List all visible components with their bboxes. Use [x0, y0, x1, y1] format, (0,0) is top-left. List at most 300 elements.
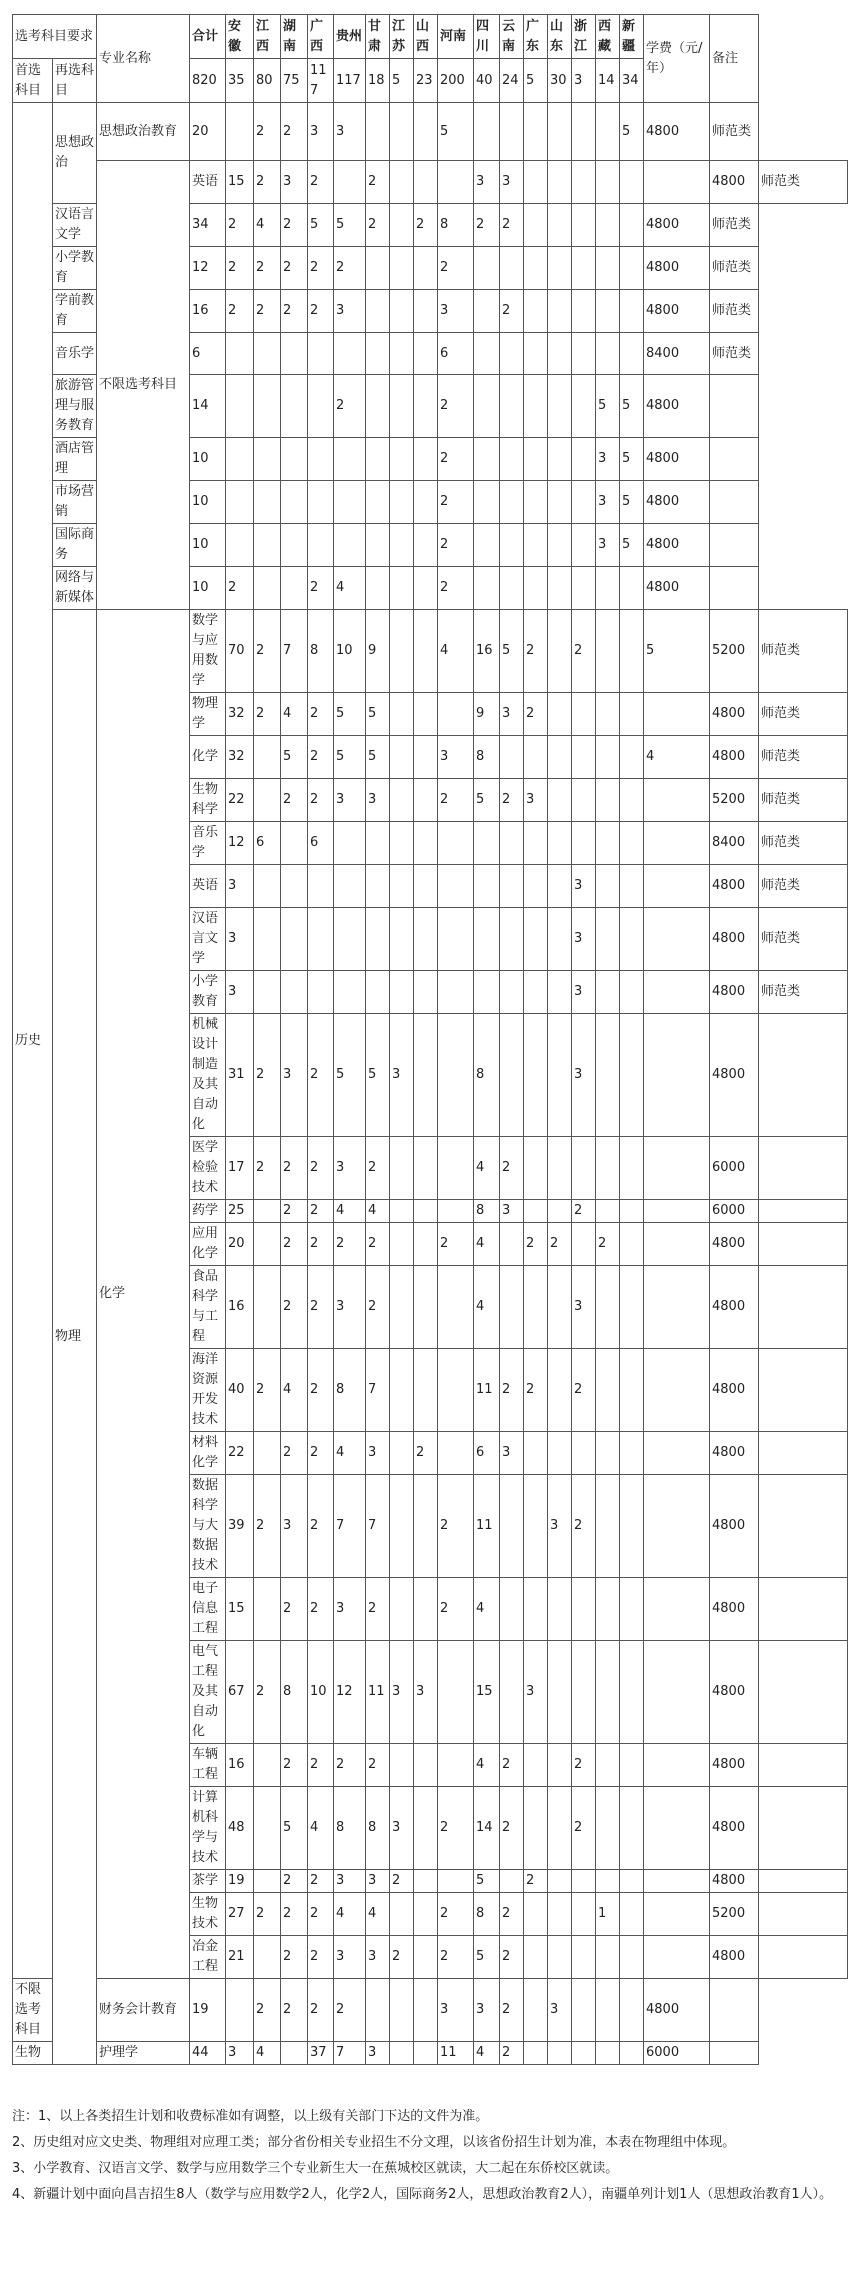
quota-cell: 5 — [334, 1014, 366, 1137]
quota-cell: 2 — [524, 1349, 548, 1432]
province-header: 广西 — [308, 15, 334, 59]
quota-cell — [366, 481, 390, 524]
quota-cell — [548, 161, 572, 204]
quota-cell: 2 — [390, 1936, 414, 1979]
quota-cell: 2 — [281, 1137, 308, 1200]
quota-cell: 3 — [334, 103, 366, 161]
tuition-cell: 4800 — [710, 161, 759, 204]
quota-cell — [524, 1475, 548, 1578]
province-header: 新疆 — [620, 15, 644, 59]
quota-cell — [474, 333, 500, 375]
quota-cell — [366, 567, 390, 610]
remark-cell — [710, 375, 759, 438]
quota-cell: 8 — [474, 1893, 500, 1936]
quota-cell — [548, 375, 572, 438]
quota-cell — [620, 822, 644, 865]
quota-cell — [524, 161, 548, 204]
quota-cell — [414, 247, 438, 290]
quota-cell: 2 — [281, 1200, 308, 1223]
tuition-cell: 4800 — [644, 103, 710, 161]
quota-cell — [596, 908, 620, 971]
quota-cell: 4 — [308, 1787, 334, 1870]
quota-cell — [414, 333, 438, 375]
quota-cell — [548, 1787, 572, 1870]
tuition-cell: 8400 — [644, 333, 710, 375]
quota-cell: 2 — [254, 1893, 281, 1936]
quota-cell — [596, 736, 620, 779]
quota-cell — [596, 865, 620, 908]
quota-cell: 25 — [226, 1200, 254, 1223]
quota-cell: 4 — [366, 1200, 390, 1223]
quota-cell — [620, 1223, 644, 1266]
quota-cell: 4 — [474, 1578, 500, 1641]
quota-cell — [414, 481, 438, 524]
quota-cell: 2 — [334, 247, 366, 290]
major-name-cell: 汉语言文学 — [190, 908, 226, 971]
tuition-cell: 4800 — [644, 438, 710, 481]
quota-cell — [500, 1014, 524, 1137]
quota-cell: 3 — [226, 2042, 254, 2065]
province-header: 山西 — [414, 15, 438, 59]
quota-cell: 2 — [500, 1787, 524, 1870]
major-name-cell: 计算机科学与技术 — [190, 1787, 226, 1870]
quota-cell — [254, 971, 281, 1014]
quota-cell — [596, 1432, 620, 1475]
quota-cell: 2 — [308, 1137, 334, 1200]
quota-cell — [414, 1870, 438, 1893]
quota-cell: 3 — [366, 2042, 390, 2065]
quota-cell — [390, 822, 414, 865]
quota-cell — [281, 375, 308, 438]
quota-cell: 7 — [366, 1349, 390, 1432]
quota-cell — [414, 103, 438, 161]
quota-cell: 2 — [281, 247, 308, 290]
quota-cell: 9 — [474, 693, 500, 736]
quota-cell: 3 — [308, 103, 334, 161]
quota-cell — [620, 693, 644, 736]
quota-cell — [281, 2042, 308, 2065]
quota-cell — [572, 1979, 596, 2042]
quota-cell — [572, 524, 596, 567]
quota-cell — [414, 971, 438, 1014]
quota-cell: 2 — [474, 204, 500, 247]
quota-cell — [524, 438, 548, 481]
remark-cell — [710, 2042, 759, 2065]
quota-cell: 15 — [226, 1578, 254, 1641]
quota-cell: 2 — [366, 1266, 390, 1349]
count-cell: 23 — [414, 59, 438, 103]
bio-group-cell: 生物 — [13, 2042, 53, 2065]
quota-cell — [524, 1014, 548, 1137]
quota-cell — [524, 1744, 548, 1787]
quota-cell: 2 — [572, 1787, 596, 1870]
quota-cell: 2 — [524, 1870, 548, 1893]
tuition-cell: 8400 — [710, 822, 759, 865]
quota-cell — [596, 779, 620, 822]
quota-cell — [644, 1787, 710, 1870]
quota-cell — [548, 971, 572, 1014]
quota-cell — [390, 971, 414, 1014]
quota-cell — [596, 693, 620, 736]
tuition-cell: 4800 — [644, 524, 710, 567]
quota-cell — [644, 1870, 710, 1893]
quota-cell — [620, 736, 644, 779]
tuition-cell: 4800 — [710, 1349, 759, 1432]
quota-cell — [414, 1266, 438, 1349]
quota-cell — [366, 290, 390, 333]
count-cell: 18 — [366, 59, 390, 103]
quota-cell: 3 — [366, 1936, 390, 1979]
quota-cell: 5 — [474, 1936, 500, 1979]
province-header: 广东 — [524, 15, 548, 59]
tuition-header: 学费（元/年） — [644, 15, 710, 103]
quota-cell — [390, 567, 414, 610]
quota-cell — [308, 375, 334, 438]
quota-cell: 8 — [474, 1014, 500, 1137]
remark-cell — [710, 1979, 759, 2042]
quota-cell — [572, 567, 596, 610]
quota-cell — [596, 1870, 620, 1893]
quota-cell: 4 — [644, 736, 710, 779]
quota-cell — [644, 1641, 710, 1744]
province-header: 山东 — [548, 15, 572, 59]
quota-cell: 2 — [524, 610, 548, 693]
quota-cell: 5 — [438, 103, 474, 161]
quota-cell: 16 — [226, 1744, 254, 1787]
remark-cell: 师范类 — [710, 247, 759, 290]
quota-cell — [254, 908, 281, 971]
quota-cell — [596, 103, 620, 161]
quota-cell — [500, 524, 524, 567]
quota-cell: 48 — [226, 1787, 254, 1870]
quota-cell: 2 — [572, 1349, 596, 1432]
quota-cell: 11 — [366, 1641, 390, 1744]
quota-cell: 2 — [438, 1578, 474, 1641]
quota-cell: 39 — [226, 1475, 254, 1578]
quota-cell — [620, 290, 644, 333]
quota-cell — [572, 375, 596, 438]
quota-cell: 2 — [254, 161, 281, 204]
province-header: 云南 — [500, 15, 524, 59]
quota-cell: 2 — [281, 204, 308, 247]
count-cell: 14 — [596, 59, 620, 103]
quota-cell — [281, 865, 308, 908]
remark-cell — [710, 438, 759, 481]
quota-cell — [438, 1014, 474, 1137]
quota-cell: 32 — [226, 736, 254, 779]
remark-cell — [759, 1137, 848, 1200]
quota-cell — [548, 2042, 572, 2065]
quota-cell — [644, 1578, 710, 1641]
tuition-cell: 4800 — [710, 1641, 759, 1744]
quota-cell — [366, 865, 390, 908]
quota-cell — [548, 524, 572, 567]
quota-cell — [524, 333, 548, 375]
quota-cell — [596, 1787, 620, 1870]
quota-cell — [644, 1432, 710, 1475]
quota-cell: 3 — [500, 161, 524, 204]
quota-cell: 3 — [596, 481, 620, 524]
quota-cell: 2 — [524, 1223, 548, 1266]
quota-cell: 7 — [334, 1475, 366, 1578]
quota-cell — [596, 1475, 620, 1578]
quota-cell: 3 — [334, 779, 366, 822]
quota-cell — [366, 524, 390, 567]
quota-cell — [414, 1744, 438, 1787]
quota-cell: 3 — [596, 438, 620, 481]
unlimited-group-cell: 不限选考科目 — [97, 161, 190, 610]
quota-cell — [596, 1349, 620, 1432]
quota-cell: 32 — [226, 693, 254, 736]
quota-cell — [474, 375, 500, 438]
quota-cell — [334, 971, 366, 1014]
quota-cell: 2 — [281, 1266, 308, 1349]
quota-cell — [500, 247, 524, 290]
count-cell: 200 — [438, 59, 474, 103]
quota-cell: 3 — [572, 908, 596, 971]
quota-cell — [390, 610, 414, 693]
quota-cell — [474, 103, 500, 161]
quota-cell: 2 — [572, 610, 596, 693]
quota-cell — [500, 103, 524, 161]
tuition-cell: 5200 — [710, 610, 759, 693]
quota-cell: 4 — [254, 2042, 281, 2065]
table-row — [13, 1979, 848, 2042]
quota-cell: 5 — [308, 204, 334, 247]
quota-cell — [524, 1432, 548, 1475]
quota-cell — [438, 1349, 474, 1432]
quota-cell: 4 — [281, 693, 308, 736]
quota-cell: 3 — [572, 1014, 596, 1137]
major-name-cell: 思想政治教育 — [97, 103, 190, 161]
quota-cell — [596, 1936, 620, 1979]
quota-cell — [390, 247, 414, 290]
quota-cell: 2 — [308, 1870, 334, 1893]
quota-cell — [572, 1893, 596, 1936]
quota-cell — [644, 161, 710, 204]
quota-cell: 8 — [334, 1787, 366, 1870]
major-name-cell: 网络与新媒体 — [53, 567, 97, 610]
quota-cell — [390, 736, 414, 779]
quota-cell — [620, 204, 644, 247]
count-cell: 5 — [524, 59, 548, 103]
quota-cell: 2 — [500, 290, 524, 333]
quota-cell — [390, 1578, 414, 1641]
quota-cell — [524, 204, 548, 247]
quota-cell — [572, 481, 596, 524]
quota-cell — [366, 103, 390, 161]
tuition-cell: 4800 — [710, 736, 759, 779]
quota-cell: 3 — [390, 1787, 414, 1870]
quota-cell — [620, 1744, 644, 1787]
quota-cell — [390, 1979, 414, 2042]
quota-cell — [524, 1787, 548, 1870]
quota-cell — [500, 1641, 524, 1744]
quota-cell — [474, 438, 500, 481]
quota-cell: 3 — [548, 1979, 572, 2042]
quota-cell: 2 — [308, 1266, 334, 1349]
quota-cell — [548, 1432, 572, 1475]
quota-cell — [548, 1870, 572, 1893]
quota-cell: 2 — [414, 1432, 438, 1475]
quota-cell — [438, 1432, 474, 1475]
quota-cell: 2 — [366, 161, 390, 204]
quota-cell — [308, 865, 334, 908]
quota-cell: 4 — [366, 1893, 390, 1936]
quota-cell: 2 — [226, 567, 254, 610]
physics-group-cell: 物理 — [53, 610, 97, 2065]
quota-cell — [524, 908, 548, 971]
quota-cell: 21 — [226, 1936, 254, 1979]
quota-cell — [548, 333, 572, 375]
quota-cell — [524, 736, 548, 779]
quota-cell — [281, 567, 308, 610]
remark-cell — [710, 567, 759, 610]
quota-cell: 6 — [308, 822, 334, 865]
quota-cell: 4 — [474, 1744, 500, 1787]
quota-cell — [254, 1578, 281, 1641]
quota-cell — [620, 908, 644, 971]
quota-cell: 2 — [366, 1578, 390, 1641]
quota-cell: 3 — [524, 779, 548, 822]
quota-cell — [548, 247, 572, 290]
quota-cell — [524, 1936, 548, 1979]
quota-cell: 16 — [474, 610, 500, 693]
tuition-cell: 4800 — [644, 204, 710, 247]
quota-cell — [620, 1578, 644, 1641]
table-row — [13, 103, 848, 161]
quota-cell: 5 — [620, 438, 644, 481]
quota-cell — [548, 1137, 572, 1200]
quota-cell — [620, 247, 644, 290]
quota-cell: 40 — [226, 1349, 254, 1432]
quota-cell — [644, 908, 710, 971]
count-cell: 80 — [254, 59, 281, 103]
quota-cell: 2 — [438, 1475, 474, 1578]
quota-cell — [500, 971, 524, 1014]
quota-cell — [226, 481, 254, 524]
quota-cell: 5 — [644, 610, 710, 693]
first-choice-header: 首选科目 — [13, 59, 53, 103]
quota-cell: 3 — [334, 1266, 366, 1349]
province-header: 西藏 — [596, 15, 620, 59]
quota-cell: 2 — [308, 1744, 334, 1787]
quota-cell — [596, 161, 620, 204]
quota-cell: 5 — [366, 1014, 390, 1137]
quota-cell: 2 — [334, 375, 366, 438]
quota-cell: 4 — [474, 1223, 500, 1266]
quota-cell — [524, 1578, 548, 1641]
remark-cell: 师范类 — [759, 822, 848, 865]
quota-cell: 2 — [281, 1936, 308, 1979]
quota-cell: 14 — [190, 375, 226, 438]
quota-cell — [414, 1137, 438, 1200]
quota-cell: 3 — [474, 161, 500, 204]
tuition-cell: 4800 — [710, 1744, 759, 1787]
quota-cell: 8 — [308, 610, 334, 693]
count-cell: 30 — [548, 59, 572, 103]
quota-cell — [474, 865, 500, 908]
tuition-cell: 4800 — [710, 693, 759, 736]
quota-cell — [644, 971, 710, 1014]
header-row-1 — [13, 15, 848, 59]
quota-cell — [620, 1870, 644, 1893]
major-name-cell: 数据科学与大数据技术 — [190, 1475, 226, 1578]
quota-cell: 2 — [308, 567, 334, 610]
quota-cell — [572, 290, 596, 333]
quota-cell — [524, 1137, 548, 1200]
quota-cell: 5 — [334, 736, 366, 779]
province-header: 湖南 — [281, 15, 308, 59]
quota-cell — [500, 438, 524, 481]
quota-cell — [334, 333, 366, 375]
quota-cell — [596, 290, 620, 333]
quota-cell: 4 — [254, 204, 281, 247]
quota-cell — [438, 1744, 474, 1787]
count-cell: 40 — [474, 59, 500, 103]
tuition-cell: 4800 — [710, 865, 759, 908]
tuition-cell: 4800 — [710, 971, 759, 1014]
quota-cell: 5 — [474, 779, 500, 822]
quota-cell: 3 — [572, 1266, 596, 1349]
quota-cell — [414, 736, 438, 779]
quota-cell — [254, 375, 281, 438]
remark-cell — [759, 1432, 848, 1475]
quota-cell: 2 — [226, 204, 254, 247]
quota-cell — [644, 1893, 710, 1936]
quota-cell: 2 — [500, 779, 524, 822]
quota-cell — [438, 161, 474, 204]
quota-cell: 3 — [438, 1979, 474, 2042]
quota-cell — [390, 908, 414, 971]
quota-cell — [572, 161, 596, 204]
quota-cell — [548, 610, 572, 693]
table-row — [13, 161, 848, 204]
quota-cell — [281, 481, 308, 524]
quota-cell: 2 — [308, 1578, 334, 1641]
quota-cell: 8 — [474, 1200, 500, 1223]
major-name-cell: 小学教育 — [190, 971, 226, 1014]
quota-cell: 2 — [281, 290, 308, 333]
quota-cell — [281, 908, 308, 971]
quota-cell — [572, 103, 596, 161]
quota-cell — [254, 1432, 281, 1475]
quota-cell: 2 — [500, 2042, 524, 2065]
quota-cell — [620, 971, 644, 1014]
quota-cell — [620, 333, 644, 375]
quota-cell — [254, 1744, 281, 1787]
quota-cell: 20 — [190, 103, 226, 161]
quota-cell — [226, 333, 254, 375]
quota-cell — [254, 1936, 281, 1979]
quota-cell: 4 — [334, 1893, 366, 1936]
quota-cell: 8 — [438, 204, 474, 247]
quota-cell — [500, 1266, 524, 1349]
quota-cell: 2 — [548, 1223, 572, 1266]
quota-cell: 7 — [334, 2042, 366, 2065]
tuition-cell: 5200 — [710, 1893, 759, 1936]
quota-cell — [390, 2042, 414, 2065]
quota-cell: 2 — [254, 1137, 281, 1200]
quota-cell: 16 — [190, 290, 226, 333]
quota-cell — [572, 693, 596, 736]
quota-cell — [390, 1893, 414, 1936]
quota-cell — [366, 247, 390, 290]
tuition-cell: 4800 — [710, 1266, 759, 1349]
quota-cell — [548, 204, 572, 247]
quota-cell — [334, 908, 366, 971]
quota-cell: 3 — [366, 779, 390, 822]
